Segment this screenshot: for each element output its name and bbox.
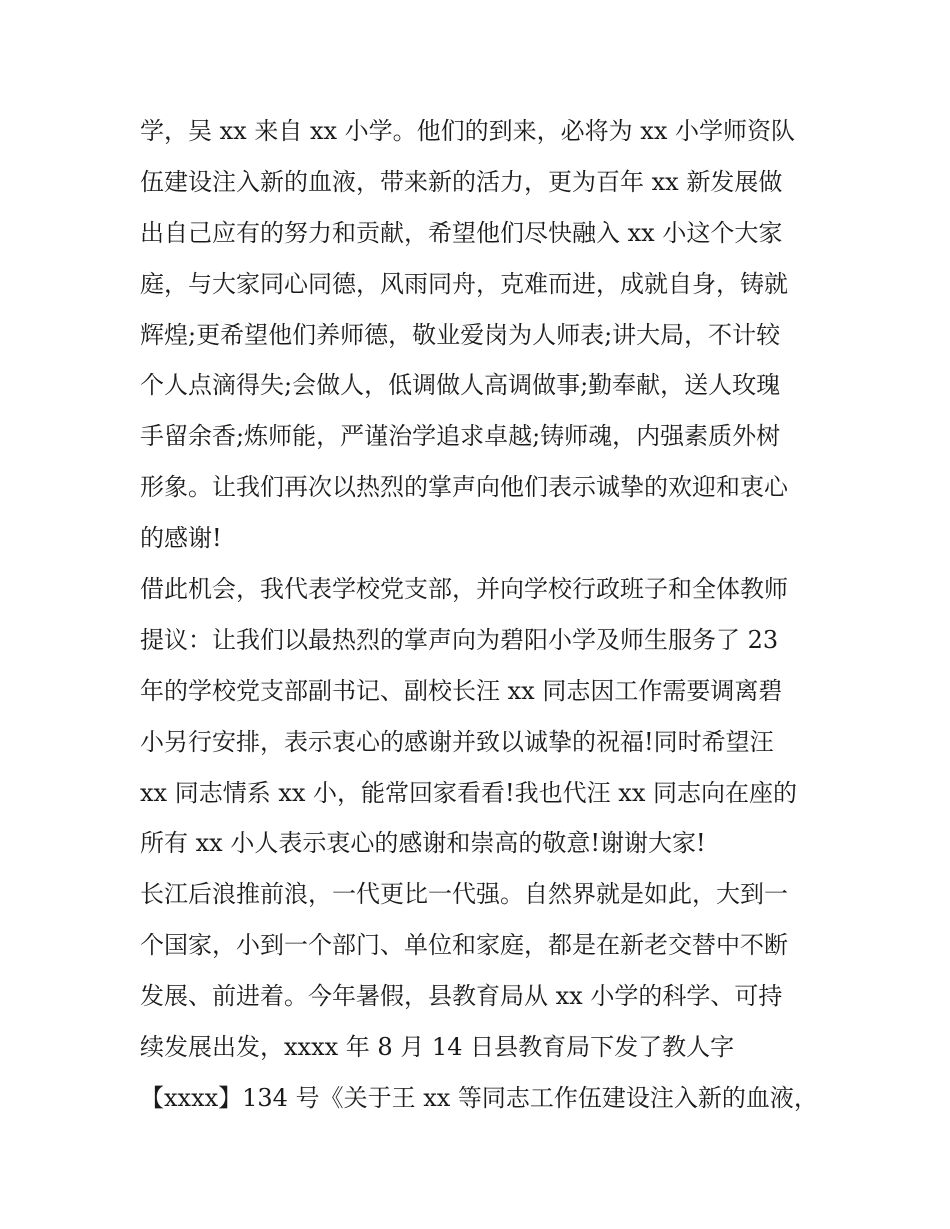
text-line: 个人点滴得失;会做人，低调做人高调做事;勤奉献，送人玫瑰 bbox=[140, 371, 781, 400]
text-line: 个国家，小到一个部门、单位和家庭，都是在新老交替中不断 bbox=[140, 931, 788, 960]
text-line: 发展、前进着。今年暑假，县教育局从 xx 小学的科学、可持 bbox=[140, 982, 783, 1011]
text-line: 庭，与大家同心同德，风雨同舟，克难而进，成就自身，铸就 bbox=[140, 269, 788, 298]
text-line: 提议：让我们以最热烈的掌声向为碧阳小学及师生服务了 23 bbox=[140, 625, 779, 654]
text-line: 长江后浪推前浪，一代更比一代强。自然界就是如此，大到一 bbox=[140, 880, 788, 909]
text-line: 续发展出发，xxxx 年 8 月 14 日县教育局下发了教人字 bbox=[140, 1033, 735, 1062]
text-line: 辉煌;更希望他们养师德，敬业爱岗为人师表;讲大局，不计较 bbox=[140, 320, 781, 349]
text-line: 出自己应有的努力和贡献，希望他们尽快融入 xx 小这个大家 bbox=[140, 218, 783, 247]
text-line: 所有 xx 小人表示衷心的感谢和崇高的敬意!谢谢大家! bbox=[140, 829, 706, 858]
text-line: 【xxxx】134 号《关于王 xx 等同志工作伍建设注入新的血液， bbox=[140, 1083, 818, 1112]
text-line: 学，吴 xx 来自 xx 小学。他们的到来，必将为 xx 小学师资队 bbox=[140, 117, 795, 145]
text-line: 借此机会，我代表学校党支部，并向学校行政班子和全体教师 bbox=[140, 575, 788, 604]
text-line: xx 同志情系 xx 小，能常回家看看!我也代汪 xx 同志向在座的 bbox=[140, 778, 797, 807]
text-line: 手留余香;炼师能，严谨治学追求卓越;铸师魂，内强素质外树 bbox=[140, 422, 781, 451]
text-line: 形象。让我们再次以热烈的掌声向他们表示诚挚的欢迎和衷心 bbox=[140, 473, 788, 502]
text-line: 小另行安排，表示衷心的感谢并致以诚挚的祝福!同时希望汪 bbox=[140, 727, 774, 756]
document-body bbox=[140, 106, 830, 1124]
text-line: 年的学校党支部副书记、副校长汪 xx 同志因工作需要调离碧 bbox=[140, 676, 783, 705]
text-line: 的感谢! bbox=[140, 524, 222, 553]
text-line: 伍建设注入新的血液，带来新的活力，更为百年 xx 新发展做 bbox=[140, 167, 783, 196]
